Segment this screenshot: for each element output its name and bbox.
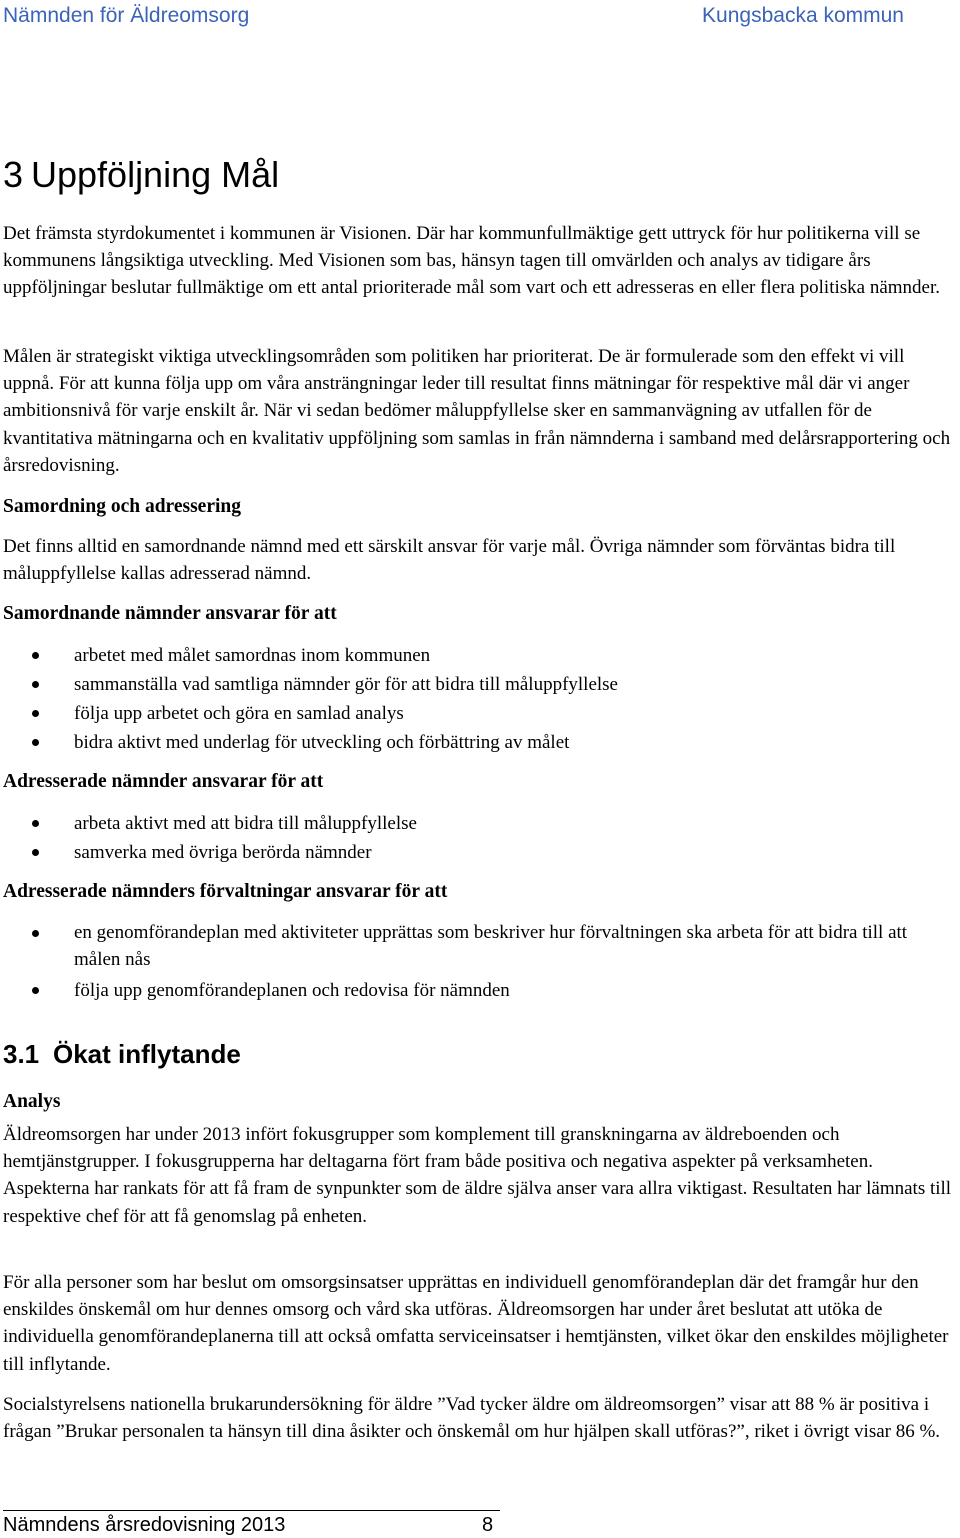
subsection-heading <box>3 1035 241 1073</box>
list-item: följa upp genomförandeplanen och redovisa för nämnden <box>0 976 950 1005</box>
bullet-icon <box>32 849 39 856</box>
samordning-heading: Samordning och adressering <box>3 496 241 517</box>
bullet-icon <box>32 820 39 827</box>
subsection-title: Ökat inflytande <box>53 1039 241 1069</box>
header-right: Kungsbacka kommun <box>702 4 904 27</box>
bullet-icon <box>32 987 39 994</box>
adresserade-heading: Adresserade nämnder ansvarar för att <box>3 771 324 792</box>
bullet-icon <box>32 681 39 688</box>
list-item: följa upp arbetet och göra en samlad analys <box>0 699 950 728</box>
analys-heading: Analys <box>3 1091 61 1112</box>
bullet-icon <box>32 710 39 717</box>
samordnande-heading: Samordnande nämnder ansvarar för att <box>3 603 337 624</box>
bullet-icon <box>32 652 39 659</box>
list-item: sammanställa vad samtliga nämnder gör för att bidra till måluppfyllelse <box>0 670 950 699</box>
forvaltningar-heading: Adresserade nämnders förvaltningar ansvarar för att <box>3 881 448 902</box>
samordnande-list <box>0 641 950 757</box>
samordning-text: Det finns alltid en samordnande nämnd med ett särskilt ansvar för varje mål. Övriga nämnder som förväntas bidra till måluppfyllelse kallas adresserad nämnd. <box>3 536 896 585</box>
list-item: bidra aktivt med underlag för utveckling och förbättring av målet <box>0 728 950 757</box>
analys-paragraph-2: För alla personer som har beslut om omsorgsinsatser upprättas en individuell genomförandeplan där det framgår hur den enskildes önskemål om hur dennes omsorg och vård ska utföras. Äldreomsorgen har under året beslutat att utöka de individuella genomförandeplanerna till att också omfatta serviceinsatser i hemtjänsten, vilket ökar den enskildes möjligheter till inflytande. <box>3 1272 949 1375</box>
section-heading <box>3 153 279 197</box>
footer-title: Nämndens årsredovisning 2013 <box>3 1514 286 1536</box>
footer-divider <box>3 1510 500 1511</box>
header-left: Nämnden för Äldreomsorg <box>3 4 250 27</box>
bullet-icon <box>32 739 39 746</box>
analys-paragraph-3: Socialstyrelsens nationella brukarundersökning för äldre ”Vad tycker äldre om äldreomsorgen” visar att 88 % är positiva i frågan ”Brukar personalen ta hänsyn till dina åsikter och önskemål om hur hjälpen skall utföras?”, riket i övrigt visar 86 %. <box>3 1394 941 1443</box>
adresserade-list <box>0 809 950 867</box>
analys-paragraph-1: Äldreomsorgen har under 2013 infört fokusgrupper som komplement till granskningarna av äldreboenden och hemtjänstgrupper. I fokusgrupperna har deltagarna fört fram både positiva och negativa aspekter på verksamheten. Aspekterna har rankats för att få fram de synpunkter som de äldre själva anser vara allra viktigast. Resultaten har lämnats till respektive chef för att få genomslag på enheten. <box>3 1124 952 1227</box>
subsection-number: 3.1 <box>3 1039 40 1069</box>
page-number: 8 <box>482 1514 494 1536</box>
forvaltningar-list <box>0 919 950 1005</box>
bullet-icon <box>32 930 39 937</box>
section-title: Uppföljning Mål <box>31 154 280 195</box>
list-item: en genomförandeplan med aktiviteter upprättas som beskriver hur förvaltningen ska arbeta för att bidra till att målen nås <box>0 919 950 973</box>
list-item: samverka med övriga berörda nämnder <box>0 838 950 867</box>
intro-paragraph-1: Det främsta styrdokumentet i kommunen är Visionen. Där har kommunfullmäktige gett uttryck för hur politikerna vill se kommunens långsiktiga utveckling. Med Visionen som bas, hänsyn tagen till omvärlden och analys av tidigare års uppföljningar beslutar fullmäktige om ett antal prioriterade mål som vart och ett adresseras en eller flera politiska nämnder. <box>3 223 941 299</box>
section-number: 3 <box>3 154 24 195</box>
list-item: arbeta aktivt med att bidra till måluppfyllelse <box>0 809 950 838</box>
intro-paragraph-2: Målen är strategiskt viktiga utvecklingsområden som politiken har prioriterat. De är formulerade som den effekt vi vill uppnå. För att kunna följa upp om våra ansträngningar leder till resultat finns mätningar för respektive mål där vi anger ambitionsnivå för varje enskilt år. När vi sedan bedömer måluppfyllelse sker en sammanvägning av utfallen för de kvantitativa mätningarna och en kvalitativ uppföljning som samlas in från nämnderna i samband med delårsrapportering och årsredovisning. <box>3 346 951 476</box>
list-item: arbetet med målet samordnas inom kommunen <box>0 641 950 670</box>
